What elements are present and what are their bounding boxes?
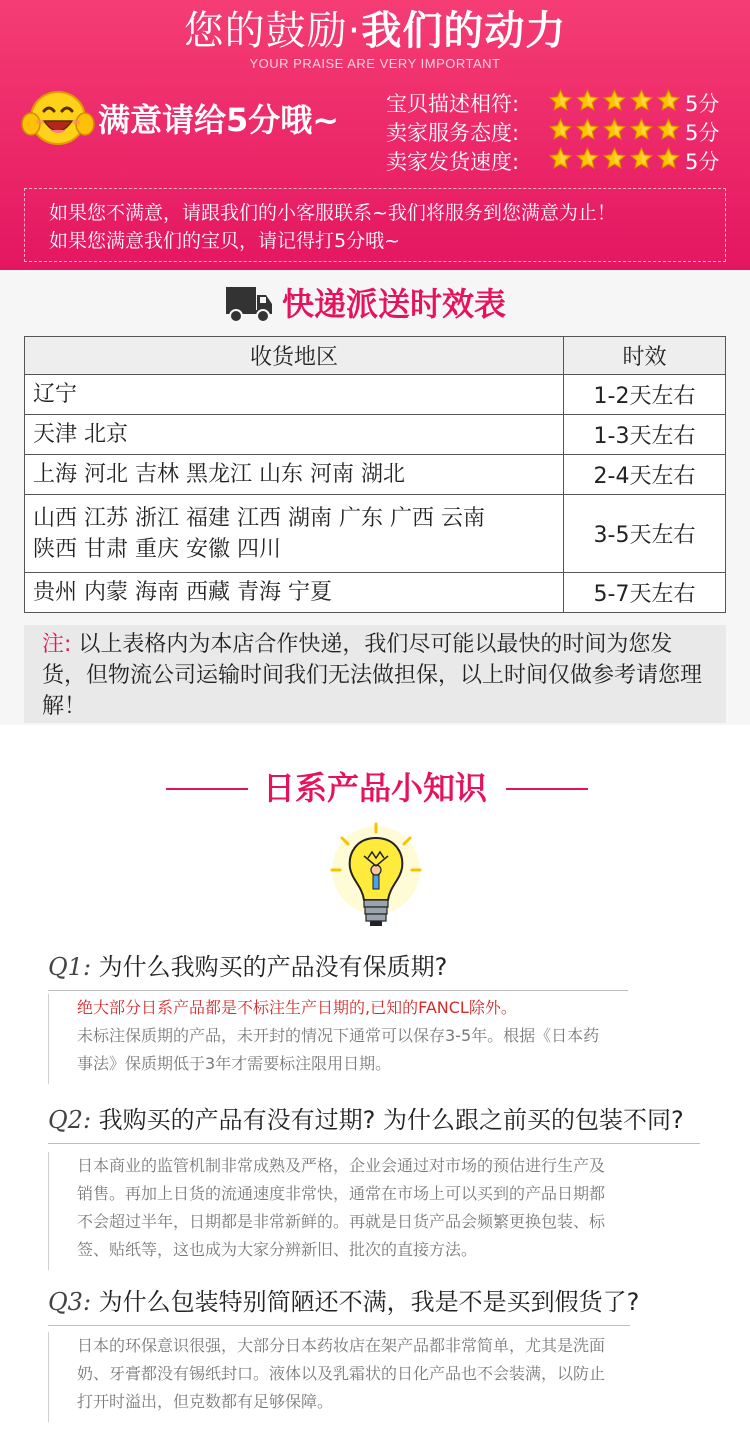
banner-title-part2: 我们的动力 [361,8,567,54]
question-3-text: 为什么包装特别简陋还不满，我是不是买到假货了? [98,1288,640,1316]
rating-label: 卖家发货速度: [386,149,520,174]
answer-1 [48,994,688,1084]
time-cell: 3-5天左右 [564,495,726,573]
time-cell: 5-7天左右 [564,573,726,613]
rating-stars [548,146,681,176]
column-header-time: 时效 [564,337,726,375]
question-3-rule [48,1325,630,1326]
answer-3 [48,1332,688,1422]
star-icon [575,117,600,147]
note-label: 注: [42,632,72,657]
banner-subtitle: YOUR PRAISE ARE VERY IMPORTANT [249,56,501,71]
rating-row [386,117,736,146]
star-icon [656,146,681,176]
rating-score: 5分 [685,120,720,145]
star-icon [656,117,681,147]
region-cell [25,573,564,613]
answer-3-line-1: 日本的环保意识很强，大部分日本药妆店在架产品都非常简单，尤其是洗面 [77,1336,606,1355]
notice-line-2: 如果您满意我们的宝贝，请记得打5分哦~ [49,230,401,252]
knowledge-title: 日系产品小知识 [262,769,487,807]
question-3 [48,1285,639,1319]
banner-title-part1: 您的鼓励· [183,8,362,54]
region-line: 贵州 内蒙 海南 西藏 青海 宁夏 [33,580,332,605]
star-icon [602,146,627,176]
star-icon [575,88,600,118]
question-1-rule [48,990,628,991]
rating-label: 卖家服务态度: [386,120,520,145]
notice-box [24,188,726,262]
table-row [25,495,726,573]
rating-stars [548,88,681,118]
answer-1-highlight: 绝大部分日系产品都是不标注生产日期的,已知的FANCL除外。 [77,998,517,1017]
rating-stars [548,117,681,147]
satisfy-prompt: 满意请给5分哦~ [98,101,340,139]
time-cell: 2-4天左右 [564,455,726,495]
table-row [25,415,726,455]
truck-icon [224,283,274,325]
star-icon [602,88,627,118]
rating-score: 5分 [685,91,720,116]
rating-score: 5分 [685,149,720,174]
rating-row [386,88,736,117]
answer-1-line-2: 事法》保质期低于3年才需要标注限用日期。 [77,1054,392,1073]
delivery-note [24,625,726,723]
delivery-title: 快递派送时效表 [282,285,507,323]
smiley-icon [20,84,96,150]
answer-2-line-2: 销售。再加上日货的流通速度非常快，通常在市场上可以买到的产品日期都 [77,1184,606,1203]
table-row [25,375,726,415]
question-1-text: 为什么我购买的产品没有保质期? [98,953,448,981]
answer-2-line-4: 签、贴纸等，这也成为大家分辨新旧、批次的直接方法。 [77,1240,478,1259]
banner-title [0,6,750,56]
time-cell: 1-3天左右 [564,415,726,455]
region-cell [25,495,564,573]
region-line: 山西 江苏 浙江 福建 江西 湖南 广东 广西 云南 [33,505,485,531]
star-icon [602,117,627,147]
region-cell [25,415,564,455]
question-3-number: Q3: [48,1288,92,1316]
answer-3-line-3: 打开时溢出，但克数都有足够保障。 [77,1392,334,1411]
region-cell [25,455,564,495]
question-1-number: Q1: [48,953,92,981]
answer-2-line-3: 不会超过半年，日期都是非常新鲜的。再就是日货产品会频繁更换包装、标 [77,1212,606,1231]
lightbulb-icon [328,822,424,932]
table-row [25,455,726,495]
star-icon [548,88,573,118]
region-line: 天津 北京 [33,422,128,447]
star-icon [548,146,573,176]
region-line: 辽宁 [33,382,78,407]
question-2-number: Q2: [48,1106,92,1134]
rating-label: 宝贝描述相符: [386,91,520,116]
rating-row [386,146,736,175]
rating-banner [0,0,750,270]
region-line: 上海 河北 吉林 黑龙江 山东 河南 湖北 [33,462,405,487]
column-header-region: 收货地区 [25,337,564,375]
star-icon [629,117,654,147]
question-2-rule [48,1143,700,1144]
answer-2 [48,1152,688,1270]
star-icon [548,117,573,147]
question-2-text: 我购买的产品有没有过期? 为什么跟之前买的包装不同? [98,1106,684,1134]
region-line: 陕西 甘肃 重庆 安徽 四川 [33,536,281,562]
question-1 [48,950,447,984]
star-icon [629,146,654,176]
delivery-table [24,336,726,613]
answer-1-line-1: 未标注保质期的产品，未开封的情况下通常可以保存3-5年。根据《日本药 [77,1026,600,1045]
table-row [25,573,726,613]
star-icon [629,88,654,118]
question-2 [48,1103,684,1137]
table-header-row [25,337,726,375]
answer-3-line-2: 奶、牙膏都没有锡纸封口。液体以及乳霜状的日化产品也不会装满，以防止 [77,1364,606,1383]
time-cell: 1-2天左右 [564,375,726,415]
rating-list [386,88,736,175]
answer-2-line-1: 日本商业的监管机制非常成熟及严格，企业会通过对市场的预估进行生产及 [77,1156,606,1175]
region-cell [25,375,564,415]
star-icon [656,88,681,118]
title-divider-right [506,788,588,790]
star-icon [575,146,600,176]
note-text: 以上表格内为本店合作快递，我们尽可能以最快的时间为您发货，但物流公司运输时间我们无法做担保，以上时间仅做参考请您理解！ [42,632,703,719]
notice-line-1: 如果您不满意，请跟我们的小客服联系~我们将服务到您满意为止！ [49,202,616,224]
